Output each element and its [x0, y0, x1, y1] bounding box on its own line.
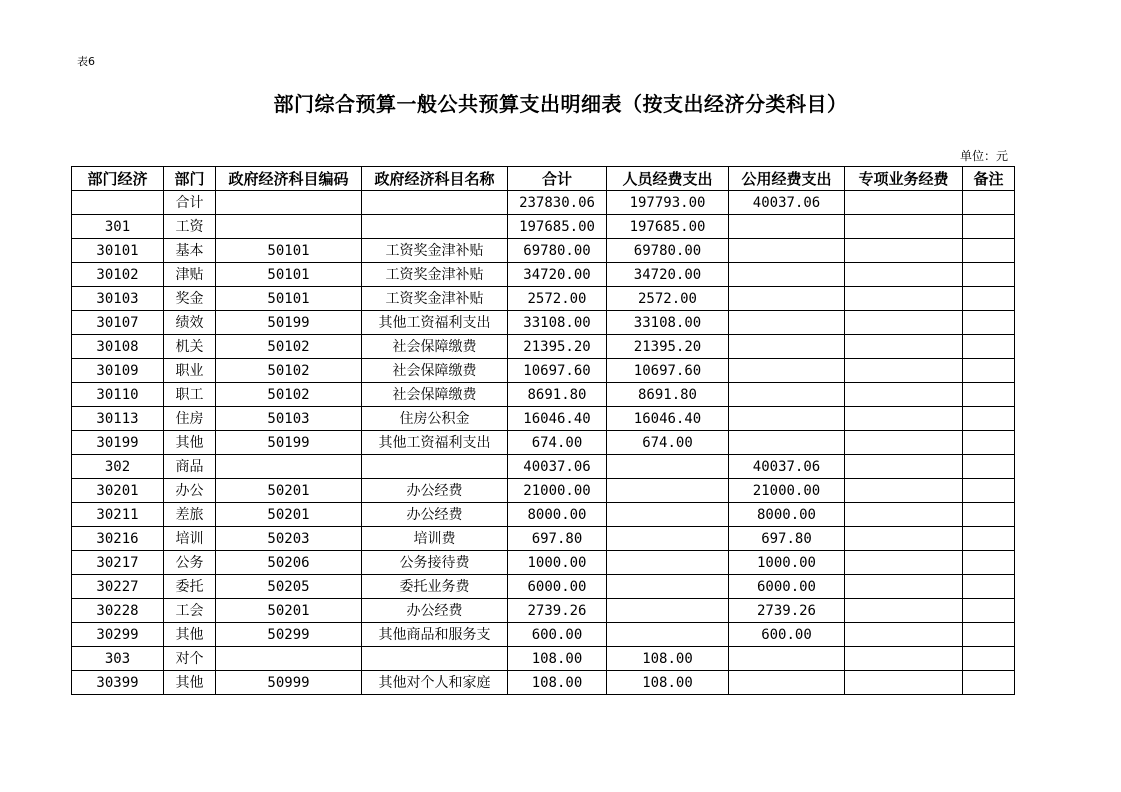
cell-public: 697.80: [729, 527, 845, 551]
table-row: [72, 359, 1015, 383]
cell-total: 600.00: [508, 623, 607, 647]
cell-remarks: [963, 215, 1015, 239]
cell-special: [845, 671, 963, 695]
cell-remarks: [963, 479, 1015, 503]
cell-personnel: 108.00: [607, 671, 729, 695]
cell-gov-name: [362, 647, 508, 671]
table-row: [72, 527, 1015, 551]
cell-remarks: [963, 311, 1015, 335]
col-header-gov-code: 政府经济科目编码: [216, 167, 362, 191]
col-header-dept: 部门: [164, 167, 216, 191]
table-row: [72, 647, 1015, 671]
cell-total: 21395.20: [508, 335, 607, 359]
cell-public: 21000.00: [729, 479, 845, 503]
col-header-special: 专项业务经费: [845, 167, 963, 191]
table-row: [72, 671, 1015, 695]
cell-total: 697.80: [508, 527, 607, 551]
cell-dept: 商品: [164, 455, 216, 479]
cell-remarks: [963, 671, 1015, 695]
cell-remarks: [963, 647, 1015, 671]
table-row: [72, 239, 1015, 263]
cell-personnel: [607, 623, 729, 647]
cell-gov-name: 社会保障缴费: [362, 383, 508, 407]
cell-special: [845, 263, 963, 287]
cell-gov-name: 公务接待费: [362, 551, 508, 575]
cell-gov-code: [216, 191, 362, 215]
cell-gov-code: 50203: [216, 527, 362, 551]
cell-remarks: [963, 551, 1015, 575]
cell-public: [729, 311, 845, 335]
cell-gov-code: 50205: [216, 575, 362, 599]
cell-gov-code: 50101: [216, 287, 362, 311]
col-header-personnel: 人员经费支出: [607, 167, 729, 191]
table-row: [72, 383, 1015, 407]
budget-detail-table: [71, 166, 1015, 695]
cell-remarks: [963, 527, 1015, 551]
cell-personnel: [607, 479, 729, 503]
cell-gov-name: [362, 215, 508, 239]
cell-econ-code: 30227: [72, 575, 164, 599]
cell-remarks: [963, 575, 1015, 599]
cell-dept: 奖金: [164, 287, 216, 311]
cell-dept: 对个: [164, 647, 216, 671]
cell-remarks: [963, 431, 1015, 455]
cell-special: [845, 383, 963, 407]
cell-gov-code: 50102: [216, 383, 362, 407]
cell-personnel: 16046.40: [607, 407, 729, 431]
cell-personnel: 197685.00: [607, 215, 729, 239]
cell-gov-code: 50201: [216, 503, 362, 527]
cell-remarks: [963, 407, 1015, 431]
cell-econ-code: 30217: [72, 551, 164, 575]
cell-special: [845, 239, 963, 263]
cell-econ-code: [72, 191, 164, 215]
table-row: [72, 599, 1015, 623]
cell-special: [845, 623, 963, 647]
cell-gov-code: [216, 455, 362, 479]
cell-total: 674.00: [508, 431, 607, 455]
col-header-gov-name: 政府经济科目名称: [362, 167, 508, 191]
col-header-econ-class: 部门经济: [72, 167, 164, 191]
col-header-total: 合计: [508, 167, 607, 191]
cell-total: 10697.60: [508, 359, 607, 383]
header-row: [72, 167, 1015, 191]
cell-gov-code: 50999: [216, 671, 362, 695]
cell-dept: 津贴: [164, 263, 216, 287]
cell-dept: 住房: [164, 407, 216, 431]
cell-dept: 基本: [164, 239, 216, 263]
cell-special: [845, 215, 963, 239]
cell-gov-name: 办公经费: [362, 503, 508, 527]
cell-gov-name: 工资奖金津补贴: [362, 263, 508, 287]
cell-special: [845, 527, 963, 551]
page-title: 部门综合预算一般公共预算支出明细表（按支出经济分类科目）: [273, 92, 848, 116]
cell-personnel: [607, 503, 729, 527]
cell-special: [845, 311, 963, 335]
cell-gov-code: 50103: [216, 407, 362, 431]
cell-public: 1000.00: [729, 551, 845, 575]
cell-econ-code: 30211: [72, 503, 164, 527]
cell-remarks: [963, 287, 1015, 311]
cell-dept: 工会: [164, 599, 216, 623]
cell-dept: 委托: [164, 575, 216, 599]
cell-gov-name: 社会保障缴费: [362, 335, 508, 359]
cell-dept: 职业: [164, 359, 216, 383]
cell-gov-name: 工资奖金津补贴: [362, 239, 508, 263]
cell-gov-code: 50102: [216, 335, 362, 359]
cell-gov-name: 工资奖金津补贴: [362, 287, 508, 311]
cell-gov-name: 社会保障缴费: [362, 359, 508, 383]
cell-public: [729, 239, 845, 263]
table-row: [72, 575, 1015, 599]
cell-dept: 其他: [164, 623, 216, 647]
cell-gov-code: 50201: [216, 479, 362, 503]
table-row: [72, 287, 1015, 311]
cell-special: [845, 335, 963, 359]
col-header-remarks: 备注: [963, 167, 1015, 191]
cell-remarks: [963, 335, 1015, 359]
cell-econ-code: 302: [72, 455, 164, 479]
cell-remarks: [963, 263, 1015, 287]
cell-total: 108.00: [508, 647, 607, 671]
cell-personnel: 197793.00: [607, 191, 729, 215]
cell-econ-code: 301: [72, 215, 164, 239]
cell-dept: 办公: [164, 479, 216, 503]
cell-public: 40037.06: [729, 191, 845, 215]
cell-personnel: [607, 455, 729, 479]
cell-special: [845, 599, 963, 623]
cell-dept: 其他: [164, 431, 216, 455]
cell-public: [729, 335, 845, 359]
cell-total: 33108.00: [508, 311, 607, 335]
cell-special: [845, 359, 963, 383]
cell-special: [845, 191, 963, 215]
cell-econ-code: 303: [72, 647, 164, 671]
cell-gov-name: 其他商品和服务支: [362, 623, 508, 647]
cell-remarks: [963, 599, 1015, 623]
cell-total: 8000.00: [508, 503, 607, 527]
cell-public: 6000.00: [729, 575, 845, 599]
cell-public: [729, 359, 845, 383]
table-row: [72, 311, 1015, 335]
cell-special: [845, 551, 963, 575]
cell-personnel: 2572.00: [607, 287, 729, 311]
cell-gov-code: 50201: [216, 599, 362, 623]
cell-econ-code: 30199: [72, 431, 164, 455]
cell-econ-code: 30109: [72, 359, 164, 383]
cell-gov-code: 50101: [216, 239, 362, 263]
cell-total: 237830.06: [508, 191, 607, 215]
cell-personnel: 33108.00: [607, 311, 729, 335]
col-header-public: 公用经费支出: [729, 167, 845, 191]
cell-remarks: [963, 239, 1015, 263]
cell-econ-code: 30108: [72, 335, 164, 359]
cell-dept: 其他: [164, 671, 216, 695]
cell-gov-name: 办公经费: [362, 479, 508, 503]
cell-gov-code: 50102: [216, 359, 362, 383]
table-row: [72, 431, 1015, 455]
table-row: [72, 263, 1015, 287]
cell-total: 8691.80: [508, 383, 607, 407]
cell-remarks: [963, 191, 1015, 215]
cell-total: 21000.00: [508, 479, 607, 503]
cell-remarks: [963, 383, 1015, 407]
cell-personnel: 108.00: [607, 647, 729, 671]
cell-special: [845, 647, 963, 671]
cell-econ-code: 30113: [72, 407, 164, 431]
table-row: [72, 335, 1015, 359]
cell-gov-code: [216, 215, 362, 239]
cell-special: [845, 431, 963, 455]
cell-econ-code: 30107: [72, 311, 164, 335]
cell-gov-name: [362, 455, 508, 479]
cell-total: 197685.00: [508, 215, 607, 239]
cell-total: 108.00: [508, 671, 607, 695]
table-row: [72, 215, 1015, 239]
cell-public: [729, 383, 845, 407]
cell-personnel: [607, 551, 729, 575]
cell-gov-name: 其他对个人和家庭: [362, 671, 508, 695]
cell-gov-name: 办公经费: [362, 599, 508, 623]
cell-gov-code: 50199: [216, 431, 362, 455]
cell-econ-code: 30299: [72, 623, 164, 647]
cell-special: [845, 503, 963, 527]
cell-public: [729, 215, 845, 239]
cell-public: [729, 671, 845, 695]
cell-gov-code: 50199: [216, 311, 362, 335]
cell-gov-name: 培训费: [362, 527, 508, 551]
cell-personnel: [607, 527, 729, 551]
cell-dept: 职工: [164, 383, 216, 407]
cell-public: [729, 647, 845, 671]
cell-dept: 合计: [164, 191, 216, 215]
cell-gov-name: 其他工资福利支出: [362, 431, 508, 455]
cell-special: [845, 479, 963, 503]
table-number: 表6: [77, 55, 95, 68]
cell-total: 16046.40: [508, 407, 607, 431]
cell-total: 6000.00: [508, 575, 607, 599]
cell-personnel: 10697.60: [607, 359, 729, 383]
cell-personnel: 21395.20: [607, 335, 729, 359]
cell-econ-code: 30399: [72, 671, 164, 695]
cell-dept: 工资: [164, 215, 216, 239]
cell-econ-code: 30101: [72, 239, 164, 263]
cell-total: 40037.06: [508, 455, 607, 479]
cell-econ-code: 30102: [72, 263, 164, 287]
cell-total: 1000.00: [508, 551, 607, 575]
cell-dept: 公务: [164, 551, 216, 575]
cell-public: [729, 263, 845, 287]
table-row: [72, 479, 1015, 503]
cell-personnel: [607, 575, 729, 599]
cell-personnel: 34720.00: [607, 263, 729, 287]
table-row: [72, 623, 1015, 647]
table-row: [72, 191, 1015, 215]
cell-dept: 绩效: [164, 311, 216, 335]
cell-gov-name: 住房公积金: [362, 407, 508, 431]
cell-public: 600.00: [729, 623, 845, 647]
table-row: [72, 551, 1015, 575]
cell-remarks: [963, 455, 1015, 479]
cell-personnel: 69780.00: [607, 239, 729, 263]
cell-gov-code: 50101: [216, 263, 362, 287]
cell-gov-name: [362, 191, 508, 215]
cell-total: 34720.00: [508, 263, 607, 287]
cell-special: [845, 407, 963, 431]
cell-remarks: [963, 623, 1015, 647]
cell-special: [845, 287, 963, 311]
cell-gov-name: 其他工资福利支出: [362, 311, 508, 335]
table-row: [72, 407, 1015, 431]
cell-gov-code: [216, 647, 362, 671]
cell-dept: 机关: [164, 335, 216, 359]
cell-special: [845, 455, 963, 479]
cell-public: [729, 287, 845, 311]
cell-special: [845, 575, 963, 599]
cell-public: 8000.00: [729, 503, 845, 527]
cell-dept: 差旅: [164, 503, 216, 527]
cell-public: [729, 407, 845, 431]
cell-econ-code: 30216: [72, 527, 164, 551]
cell-gov-name: 委托业务费: [362, 575, 508, 599]
unit-label: 单位：元: [959, 149, 1008, 163]
cell-total: 69780.00: [508, 239, 607, 263]
cell-personnel: 8691.80: [607, 383, 729, 407]
cell-personnel: [607, 599, 729, 623]
table-row: [72, 503, 1015, 527]
cell-econ-code: 30201: [72, 479, 164, 503]
cell-remarks: [963, 359, 1015, 383]
cell-econ-code: 30103: [72, 287, 164, 311]
cell-econ-code: 30110: [72, 383, 164, 407]
cell-public: 2739.26: [729, 599, 845, 623]
cell-dept: 培训: [164, 527, 216, 551]
cell-public: [729, 431, 845, 455]
cell-public: 40037.06: [729, 455, 845, 479]
cell-personnel: 674.00: [607, 431, 729, 455]
cell-total: 2739.26: [508, 599, 607, 623]
cell-econ-code: 30228: [72, 599, 164, 623]
cell-gov-code: 50206: [216, 551, 362, 575]
cell-total: 2572.00: [508, 287, 607, 311]
cell-remarks: [963, 503, 1015, 527]
table-row: [72, 455, 1015, 479]
cell-gov-code: 50299: [216, 623, 362, 647]
